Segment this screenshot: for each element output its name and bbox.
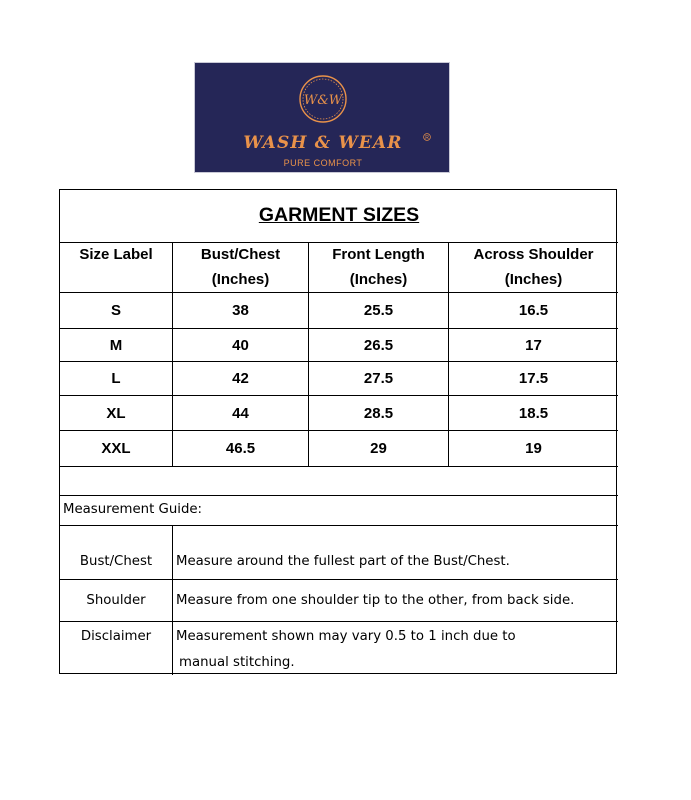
- header-bust-chest: [173, 242, 308, 292]
- monogram-emblem-icon: [298, 74, 348, 124]
- front-length-cell: 25.5: [363, 302, 394, 319]
- size-cell: L: [111, 370, 121, 387]
- bust-chest-cell: 46.5: [225, 440, 256, 457]
- front-length-cell: 26.5: [363, 336, 394, 354]
- registered-mark-icon: [423, 133, 431, 141]
- size-cell: S: [110, 302, 121, 319]
- table-title: GARMENT SIZES: [258, 204, 420, 226]
- table-rule: [60, 621, 618, 622]
- bust-chest-cell: 42: [232, 370, 249, 387]
- brand-logo-banner: [194, 62, 450, 173]
- monogram-text: W&W: [303, 93, 343, 108]
- measurement-guide-heading: Measurement Guide:: [63, 502, 203, 517]
- header-front-length: [309, 242, 448, 292]
- across-shoulder-cell: 19: [525, 440, 542, 457]
- guide-text-bust-chest: Measure around the fullest part of the Bust/Chest.: [176, 554, 510, 569]
- size-cell: XL: [106, 404, 126, 422]
- across-shoulder-cell: 17: [525, 336, 542, 354]
- table-rule: [60, 495, 618, 496]
- across-shoulder-cell: 16.5: [518, 302, 549, 319]
- guide-text-disclaimer-line2: manual stitching.: [179, 655, 295, 670]
- header-bust-chest-unit: (Inches): [211, 271, 270, 288]
- table-rule: [172, 525, 173, 675]
- size-cell: M: [109, 336, 123, 354]
- brand-name: WASH & WEAR: [243, 133, 403, 153]
- header-across-shoulder-unit: (Inches): [504, 271, 563, 288]
- guide-text-disclaimer-line1: Measurement shown may vary 0.5 to 1 inch due to: [176, 629, 516, 644]
- size-cell: XXL: [101, 440, 131, 457]
- table-rule: [60, 466, 618, 467]
- header-across-shoulder: [449, 242, 618, 292]
- guide-label-disclaimer: Disclaimer: [80, 629, 152, 644]
- across-shoulder-cell: 17.5: [518, 370, 549, 387]
- header-size-label: Size Label: [79, 246, 153, 263]
- header-front-length-title: Front Length: [332, 246, 425, 263]
- table-rule: [60, 525, 618, 526]
- guide-text-shoulder: Measure from one shoulder tip to the other, from back side.: [176, 593, 575, 608]
- front-length-cell: 27.5: [363, 370, 394, 387]
- front-length-cell: 29: [370, 440, 387, 457]
- table-rule: [60, 579, 618, 580]
- header-across-shoulder-title: Across Shoulder: [473, 246, 594, 263]
- svg-text:R: R: [425, 135, 429, 141]
- header-front-length-unit: (Inches): [349, 271, 408, 288]
- front-length-cell: 28.5: [363, 404, 394, 422]
- bust-chest-cell: 44: [232, 404, 249, 422]
- brand-tagline: PURE COMFORT: [283, 158, 363, 168]
- bust-chest-cell: 40: [232, 336, 249, 354]
- header-bust-chest-title: Bust/Chest: [200, 246, 281, 263]
- guide-label-shoulder: Shoulder: [86, 593, 146, 608]
- guide-label-bust-chest: Bust/Chest: [79, 554, 153, 569]
- bust-chest-cell: 38: [232, 302, 249, 319]
- across-shoulder-cell: 18.5: [518, 404, 549, 422]
- size-chart-table: [59, 189, 617, 674]
